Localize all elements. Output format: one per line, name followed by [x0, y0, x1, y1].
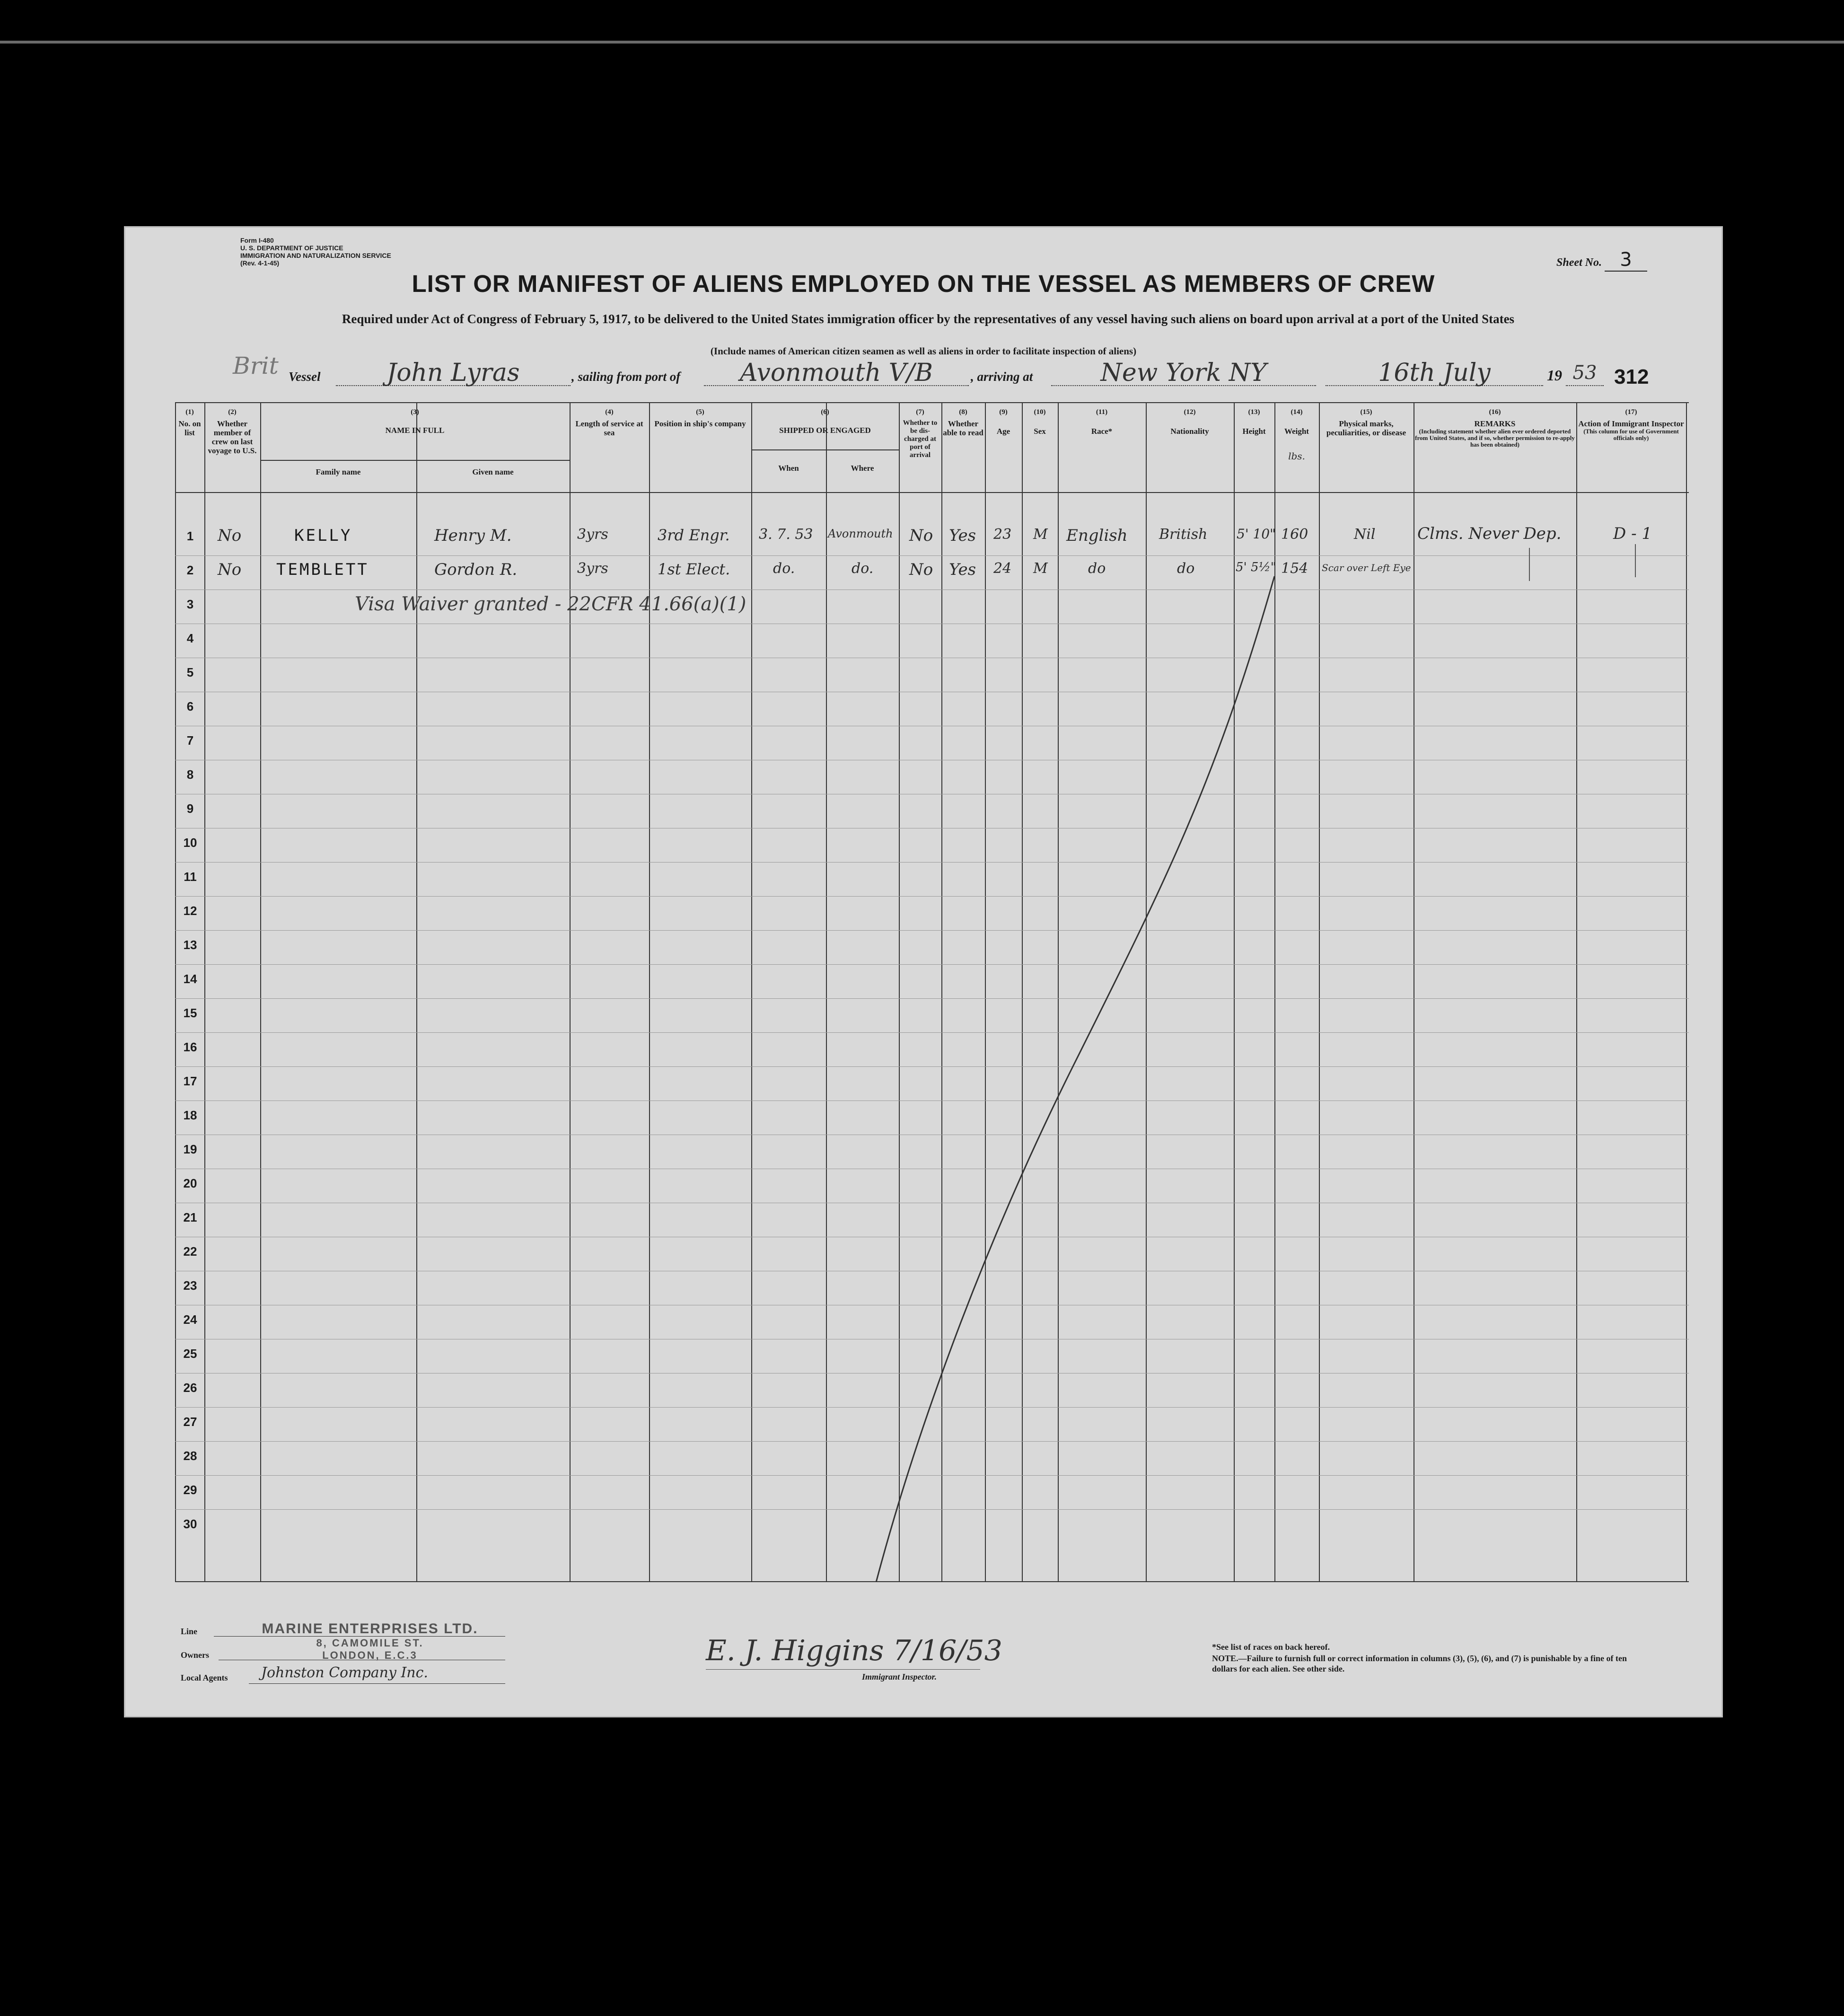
- row-number: 21: [183, 1210, 197, 1224]
- nationality-mark: Brit: [233, 352, 279, 379]
- row-number: 19: [183, 1142, 197, 1156]
- age: 23: [993, 526, 1012, 543]
- sheet-number: [1556, 249, 1647, 272]
- row-number: 3: [186, 597, 194, 611]
- agents-label: Local Agents: [181, 1673, 228, 1682]
- row-number: 2: [186, 563, 194, 577]
- race-note: *See list of races on back hereof.: [1212, 1642, 1330, 1652]
- shipped-where: Avonmouth: [828, 527, 893, 540]
- from-port: Avonmouth V/B: [704, 361, 969, 386]
- sex: M: [1033, 560, 1048, 577]
- department: U. S. DEPARTMENT OF JUSTICE: [240, 244, 343, 252]
- position: 1st Elect.: [658, 560, 730, 578]
- col-label: REMARKS: [1474, 419, 1516, 428]
- row-number: 5: [186, 665, 194, 679]
- action-note: (This column for use of Government officials only): [1583, 428, 1679, 441]
- col-num: (10): [1034, 408, 1046, 416]
- row-number: 7: [186, 733, 194, 748]
- physical-marks: Nil: [1354, 526, 1376, 543]
- col-label: Height: [1242, 427, 1266, 436]
- year-prefix: 19: [1547, 367, 1562, 384]
- revision: (Rev. 4-1-45): [240, 259, 280, 267]
- col-num: (14): [1291, 408, 1303, 416]
- col-label: Length of service at sea: [575, 419, 643, 437]
- row-number: 10: [183, 836, 197, 850]
- given-name: Henry M.: [434, 526, 512, 545]
- family-name: TEMBLETT: [276, 560, 369, 579]
- family-name: KELLY: [294, 526, 352, 545]
- row-number: 12: [183, 904, 197, 918]
- col-num: (11): [1096, 408, 1108, 416]
- line-stamp: [237, 1621, 502, 1662]
- col-num: (12): [1184, 408, 1196, 416]
- col-label: Whether to be dis-charged at port of arrival: [903, 419, 938, 459]
- stamp-city: LONDON, E.C.3: [322, 1649, 418, 1661]
- sailing-label: , sailing from port of: [571, 370, 681, 384]
- col-label: Position in ship's company: [654, 419, 746, 428]
- sheet-label: Sheet No.: [1556, 256, 1602, 269]
- voyage-line: [138, 352, 1690, 388]
- row-number: 1: [186, 529, 194, 543]
- last-voyage: No: [218, 560, 242, 579]
- weight: 160: [1281, 526, 1308, 543]
- visa-waiver-note: Visa Waiver granted - 22CFR 41.66(a)(1): [355, 593, 746, 615]
- col-label: Action of Immigrant Inspector: [1578, 419, 1684, 428]
- race: do: [1088, 560, 1106, 577]
- line-label: Line: [181, 1627, 198, 1636]
- include-note: (Include names of American citizen seamen as well as aliens in order to facilitate inspection of aliens): [710, 345, 1137, 357]
- col-label: When: [778, 464, 799, 473]
- service-length: 3yrs: [577, 526, 608, 543]
- race: English: [1066, 526, 1128, 545]
- page-title: LIST OR MANIFEST OF ALIENS EMPLOYED ON THE VESSEL AS MEMBERS OF CREW: [412, 270, 1435, 297]
- col-label: Sex: [1034, 427, 1046, 436]
- inspector-label: Immigrant Inspector.: [862, 1672, 937, 1681]
- arriving-label: , arriving at: [971, 370, 1033, 384]
- col-num: (16): [1489, 408, 1501, 416]
- stamp-street: 8, CAMOMILE ST.: [316, 1637, 424, 1649]
- row-number: 18: [183, 1108, 197, 1122]
- col-label: No. on list: [178, 419, 201, 437]
- vessel-name: John Lyras: [336, 361, 571, 386]
- col-label: Weight: [1284, 427, 1309, 436]
- physical-marks: Scar over Left Eye: [1322, 562, 1411, 573]
- col-num: (13): [1248, 408, 1260, 416]
- row-number: 29: [183, 1483, 197, 1497]
- col-num: (2): [228, 408, 237, 416]
- sex: M: [1033, 526, 1048, 543]
- col-label: Physical marks, peculiarities, or disease: [1326, 419, 1406, 437]
- discharged: No: [909, 526, 933, 545]
- row-number: 28: [183, 1449, 197, 1463]
- cancel-line: [175, 402, 1689, 1582]
- col-label: Where: [851, 464, 874, 473]
- arrival-date: 16th July: [1326, 361, 1543, 386]
- nationality: British: [1159, 526, 1208, 543]
- col-label: Nationality: [1170, 427, 1209, 436]
- nationality: do: [1177, 560, 1195, 577]
- shipped-when: do.: [773, 560, 795, 577]
- arrival-port: New York NY: [1051, 361, 1316, 386]
- local-agents: Johnston Company Inc.: [261, 1664, 428, 1681]
- height: 5' 10": [1237, 526, 1276, 542]
- form-id-block: [240, 237, 391, 267]
- row-number: 24: [183, 1312, 197, 1327]
- height: 5' 5½": [1236, 560, 1276, 574]
- row-number: 8: [186, 767, 194, 782]
- col-num: (1): [185, 408, 194, 416]
- col-label: Whether member of crew on last voyage to U.S.: [208, 419, 257, 455]
- row-number: 4: [186, 631, 194, 645]
- col-num: (15): [1360, 408, 1372, 416]
- shipped-where: do.: [852, 560, 874, 577]
- weight: 154: [1281, 560, 1308, 577]
- remarks-note: (Including statement whether alien ever ordered deported from United States, and if so, whether permission to re-apply has been obtained): [1415, 428, 1575, 448]
- arrival-year: 53: [1566, 361, 1604, 386]
- col-label: Race*: [1091, 427, 1113, 436]
- able-to-read: Yes: [949, 526, 976, 545]
- age: 24: [993, 560, 1012, 577]
- footer: [124, 1593, 1723, 1717]
- col-label: Given name: [472, 467, 514, 476]
- inspector-signature: E. J. Higgins 7/16/53: [706, 1634, 1002, 1667]
- col-num: (7): [916, 408, 924, 416]
- col-num: (5): [696, 408, 704, 416]
- row-number: 13: [183, 938, 197, 952]
- row-number: 30: [183, 1517, 197, 1531]
- row-number: 20: [183, 1176, 197, 1190]
- form-number: Form I-480: [240, 237, 274, 244]
- able-to-read: Yes: [949, 560, 976, 579]
- requirement-text: Required under Act of Congress of February 5, 1917, to be delivered to the United States immigration officer by the representatives of any vessel having such aliens on board upon arrival at a port of the United States: [342, 312, 1515, 326]
- discharged: No: [909, 560, 933, 579]
- col-num: (3): [411, 408, 419, 416]
- remarks: Clms. Never Dep.: [1417, 524, 1562, 543]
- crew-table: [175, 402, 1689, 1582]
- row-number: 16: [183, 1040, 197, 1054]
- shipped-when: 3. 7. 53: [759, 526, 813, 543]
- owners-label: Owners: [181, 1650, 209, 1660]
- sheet-value: 3: [1605, 249, 1647, 272]
- col-label: SHIPPED OR ENGAGED: [779, 426, 871, 435]
- manifest-sheet: [124, 226, 1723, 1717]
- row-number: 17: [183, 1074, 197, 1088]
- film-edge: [0, 41, 1844, 44]
- row-number: 11: [184, 870, 197, 884]
- weight-unit: lbs.: [1288, 450, 1305, 462]
- row-number: 9: [186, 801, 194, 816]
- row-number: 25: [183, 1347, 197, 1361]
- row-number: 22: [183, 1244, 197, 1259]
- col-label: Whether able to read: [943, 419, 983, 437]
- col-label: NAME IN FULL: [385, 426, 445, 435]
- col-num: (6): [821, 408, 829, 416]
- col-num: (4): [605, 408, 614, 416]
- row-number: 6: [186, 699, 194, 713]
- stamp-company: MARINE ENTERPRISES LTD.: [262, 1621, 478, 1637]
- row-number: 15: [183, 1006, 197, 1020]
- row-number: 26: [183, 1381, 197, 1395]
- fine-note: NOTE.—Failure to furnish full or correct information in columns (3), (5), (6), and (7) is punishable by a fine of ten dollars for each alien. See other side.: [1212, 1654, 1627, 1673]
- row-number: 27: [183, 1415, 197, 1429]
- row-number: 14: [183, 972, 197, 986]
- vessel-label: Vessel: [289, 370, 321, 384]
- col-num: (8): [959, 408, 967, 416]
- position: 3rd Engr.: [658, 526, 730, 544]
- manifest-number: 312: [1614, 365, 1649, 388]
- service-length: 3yrs: [577, 560, 608, 577]
- service: IMMIGRATION AND NATURALIZATION SERVICE: [240, 252, 391, 259]
- col-num: (9): [999, 408, 1008, 416]
- inspector-action: D - 1: [1613, 524, 1652, 543]
- last-voyage: No: [218, 526, 242, 545]
- col-num: (17): [1625, 408, 1637, 416]
- col-label: Age: [996, 427, 1010, 436]
- row-number: 23: [183, 1278, 197, 1293]
- col-label: Family name: [316, 467, 361, 476]
- given-name: Gordon R.: [434, 560, 518, 579]
